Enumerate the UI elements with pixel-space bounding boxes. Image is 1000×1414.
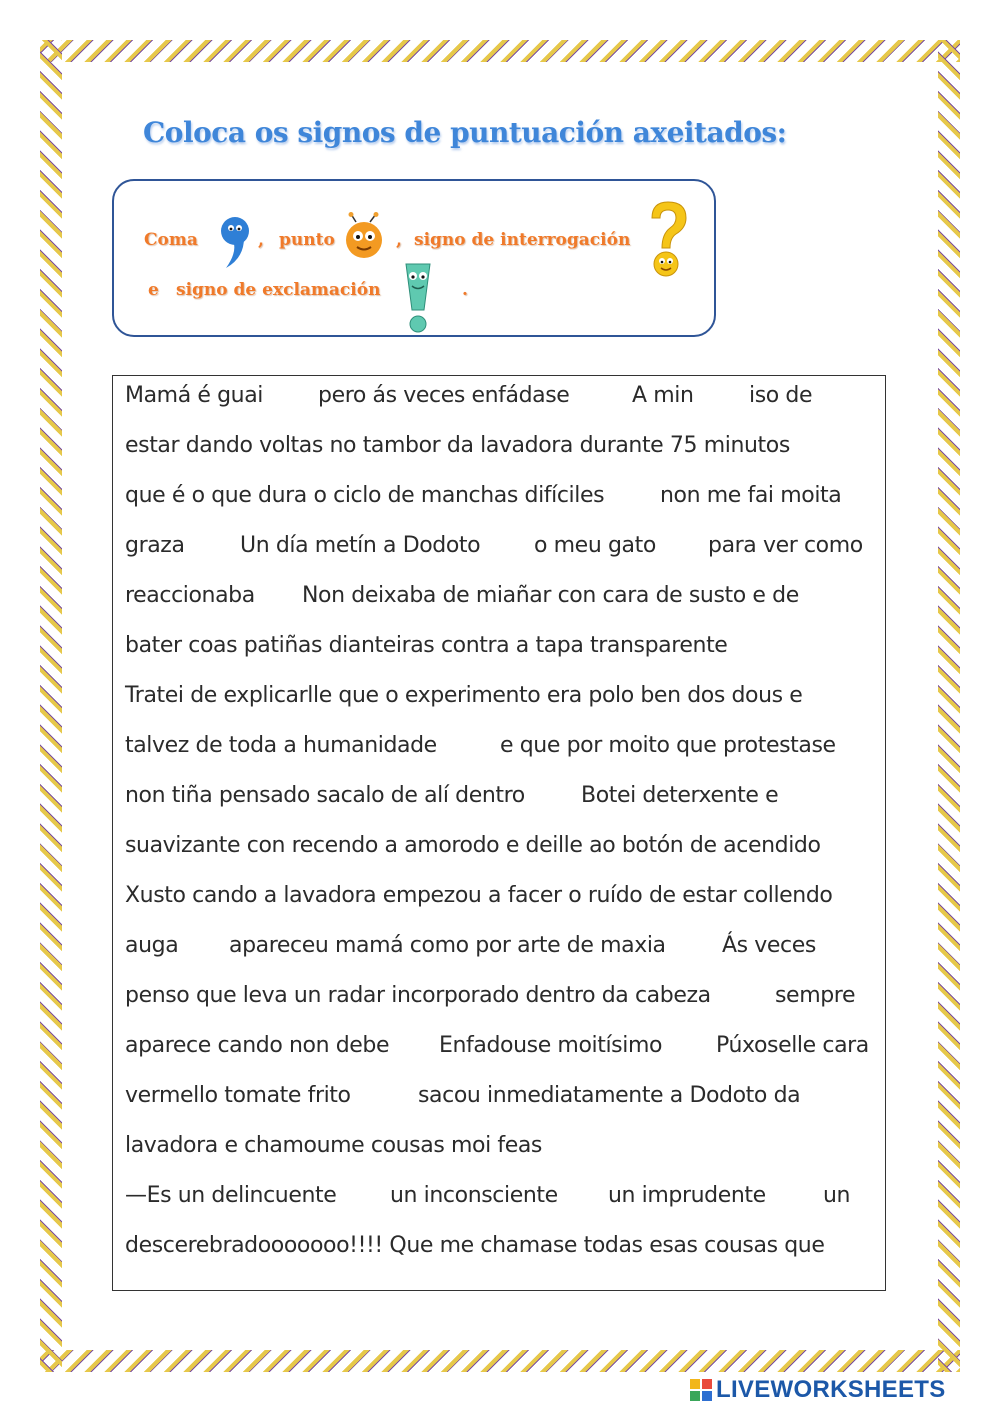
text-segment: pero ás veces enfádase [318, 383, 570, 408]
text-segment: suavizante con recendo a amorodo e deille ao botón de acendido [125, 833, 821, 858]
question-mark-character-icon [644, 200, 692, 282]
text-segment: sempre [775, 983, 856, 1008]
text-segment: talvez de toda a humanidade [125, 733, 437, 758]
legend-punto-label: punto [279, 230, 335, 250]
text-segment: reaccionaba [125, 583, 255, 608]
liveworksheets-logo-icon [690, 1379, 712, 1401]
text-segment: vermello tomate frito [125, 1083, 351, 1108]
punctuation-gap-input[interactable] [770, 1183, 819, 1209]
punctuation-gap-input[interactable] [393, 1033, 435, 1059]
text-segment: que é o que dura o ciclo de manchas difíciles [125, 483, 605, 508]
text-segment: Púxoselle cara [716, 1033, 869, 1058]
punctuation-gap-input[interactable] [562, 1183, 604, 1209]
legend-separator-2: , [396, 230, 402, 250]
punctuation-gap-input[interactable] [529, 783, 577, 809]
legend-exclamacion-label: signo de exclamación [176, 280, 381, 300]
text-segment: estar dando voltas no tambor da lavadora durante 75 minutos [125, 433, 790, 458]
punctuation-gap-input[interactable] [666, 1033, 712, 1059]
exclamation-mark-character-icon [398, 260, 438, 338]
punctuation-gap-input[interactable] [698, 383, 745, 409]
text-segment: —Es un delincuente [125, 1183, 337, 1208]
pencil-border-bottom [40, 1350, 960, 1372]
brand-name: LIVEWORKSHEETS [716, 1376, 946, 1403]
punctuation-gap-input[interactable] [267, 383, 314, 409]
text-segment: Tratei de explicarlle que o experimento era polo ben dos dous e [125, 683, 803, 708]
period-character-icon [340, 212, 388, 260]
punctuation-gap-input[interactable] [670, 933, 718, 959]
legend-e-label: e [148, 280, 159, 300]
text-segment: Non deixaba de miañar con cara de susto e de [302, 583, 799, 608]
text-segment: o meu gato [534, 533, 656, 558]
text-segment: descerebradooooooo!!!! Que me chamase todas esas cousas que [125, 1233, 825, 1258]
punctuation-gap-input[interactable] [484, 533, 530, 559]
text-segment: apareceu mamá como por arte de maxia [229, 933, 666, 958]
text-segment: aparece cando non debe [125, 1033, 390, 1058]
text-segment: graza [125, 533, 185, 558]
text-segment: para ver como [708, 533, 863, 558]
text-segment: Xusto cando a lavadora empezou a facer o ruído de estar collendo [125, 883, 833, 908]
comma-character-icon [218, 214, 250, 270]
text-segment: non me fai moita [660, 483, 842, 508]
legend-separator-1: , [258, 230, 264, 250]
text-segment: e que por moito que protestase [500, 733, 836, 758]
text-segment: Ás veces [722, 933, 816, 958]
text-segment: Un día metín a Dodoto [240, 533, 481, 558]
text-segment: sacou inmediatamente a Dodoto da [418, 1083, 801, 1108]
legend-interrogacion-label: signo de interrogación [414, 230, 631, 250]
punctuation-gap-input[interactable] [182, 933, 225, 959]
legend-period: . [462, 280, 468, 300]
punctuation-gap-input[interactable] [715, 983, 771, 1009]
pencil-border-left [40, 40, 62, 1372]
text-segment: penso que leva un radar incorporado dentro da cabeza [125, 983, 711, 1008]
text-segment: non tiña pensado sacalo de alí dentro [125, 783, 525, 808]
punctuation-gap-input[interactable] [441, 733, 496, 759]
punctuation-gap-input[interactable] [608, 483, 656, 509]
punctuation-gap-input[interactable] [189, 533, 236, 559]
liveworksheets-brand [690, 1376, 946, 1404]
legend-coma-label: Coma [144, 230, 198, 250]
text-segment: bater coas patiñas dianteiras contra a tapa transparente [125, 633, 728, 658]
text-segment: Enfadouse moitísimo [439, 1033, 663, 1058]
punctuation-gap-input[interactable] [259, 583, 298, 609]
text-segment: Botei deterxente e [581, 783, 779, 808]
punctuation-gap-input[interactable] [340, 1183, 386, 1209]
pencil-border-top [40, 40, 960, 62]
text-segment: lavadora e chamoume cousas moi feas [125, 1133, 542, 1158]
worksheet-title: Coloca os signos de puntuación axeitados: [143, 116, 787, 149]
text-segment: un [823, 1183, 851, 1208]
text-segment: auga [125, 933, 179, 958]
punctuation-gap-input[interactable] [573, 383, 628, 409]
text-segment: iso de [749, 383, 813, 408]
text-segment: A min [632, 383, 694, 408]
pencil-border-right [938, 40, 960, 1372]
punctuation-gap-input[interactable] [355, 1083, 414, 1109]
text-segment: un inconsciente [390, 1183, 558, 1208]
text-segment: un imprudente [608, 1183, 766, 1208]
text-segment: Mamá é guai [125, 383, 263, 408]
punctuation-gap-input[interactable] [660, 533, 704, 559]
